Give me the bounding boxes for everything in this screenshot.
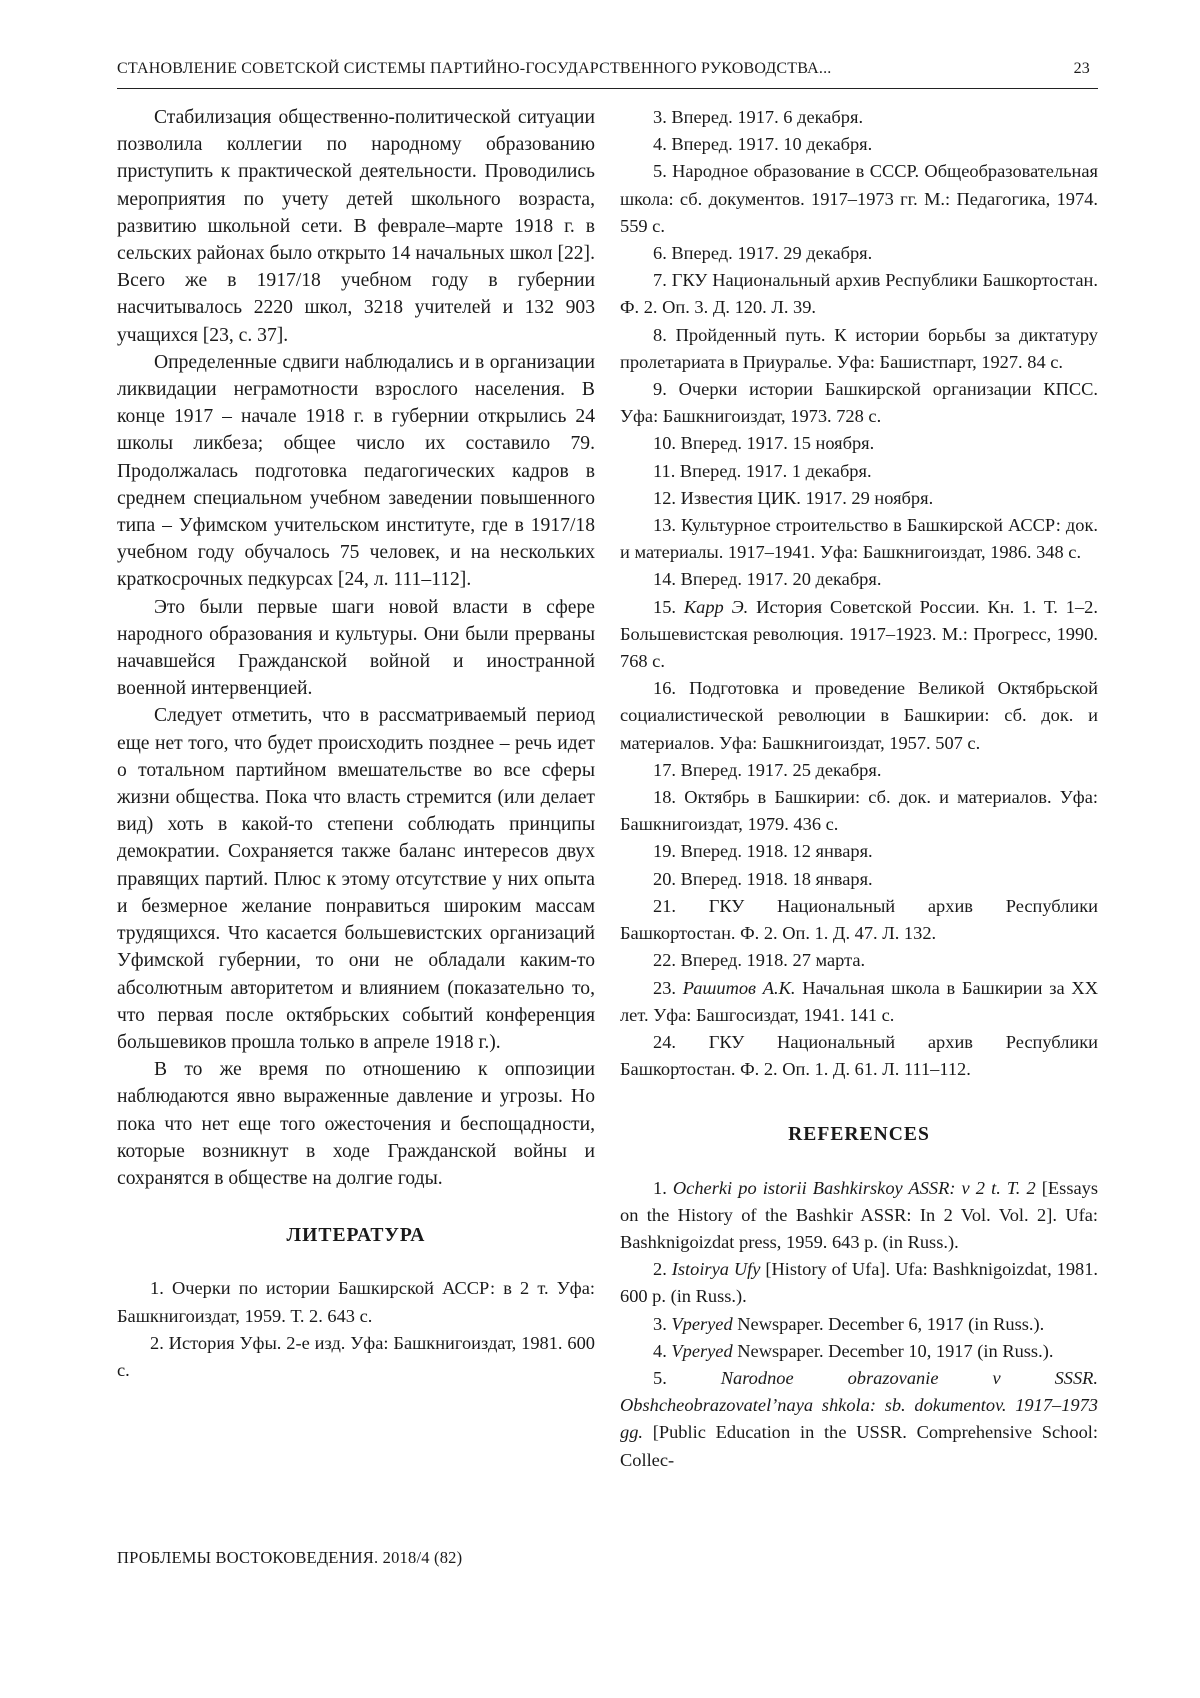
literature-item: 2. История Уфы. 2-е изд. Уфа: Башкнигоиздат, 1981. 600 с. xyxy=(117,1332,595,1380)
references-heading: REFERENCES xyxy=(788,1124,930,1146)
left-column xyxy=(117,104,595,1384)
reference-item xyxy=(620,1256,1098,1310)
body-paragraph: Определенные сдвиги наблюдались и в организации ликвидации неграмотности взрослого населения. В конце 1917 – начале 1918 г. в губернии открылись 24 школы ликбеза; общее число их составило 79. Продолжалась подготовка педагогических кадров в среднем специальном учебном заведении повышенного типа – Уфимском учительском институте, где в 1917/18 учебном году обучалось 75 человек, и на нескольких краткосрочных педкурсах [24, л. 111–112]. xyxy=(117,351,595,591)
body-paragraph: Следует отметить, что в рассматриваемый период еще нет того, что будет происходить позднее – речь идет о тотальном партийном вмешательстве во все сферы жизни общества. Пока что власть стремится (или делает вид) хоть в какой-то степени соблюдать принципы демократии. Сохраняется также баланс интересов двух правящих партий. Плюс к этому отсутствие у них опыта и безмерное желание понравиться широким массам трудящихся. Что касается большевистских организаций Уфимской губернии, то они не обладали каким-то абсолютным авторитетом и влиянием (показательно то, что первая после октябрьских событий конференция большевиков прошла только в апреле 1918 г.). xyxy=(117,705,595,1053)
literature-item xyxy=(620,975,1098,1029)
ref-number: 23. xyxy=(653,977,683,998)
ref-title: Istoirya Ufy xyxy=(671,1259,761,1280)
ref-number: 5. xyxy=(653,1367,721,1388)
literature-item: 18. Октябрь в Башкирии: сб. док. и материалов. Уфа: Башкнигоиздат, 1979. 436 с. xyxy=(620,787,1098,835)
ref-author: Рашитов А.К. xyxy=(682,977,796,998)
ref-author: Карр Э. xyxy=(683,596,749,617)
ref-text: Начальная школа в Башкирии за XX лет. Уфа: Башгосиздат, 1941. 141 с. xyxy=(620,977,1098,1025)
right-column xyxy=(620,104,1098,1474)
ref-text: Newspaper. December 10, 1917 (in Russ.). xyxy=(732,1340,1054,1361)
literature-item xyxy=(620,594,1098,676)
literature-item: 24. ГКУ Национальный архив Республики Башкортостан. Ф. 2. Оп. 1. Д. 61. Л. 111–112. xyxy=(620,1031,1098,1080)
literature-item: 20. Вперед. 1918. 18 января. xyxy=(653,868,873,889)
literature-item: 21. ГКУ Национальный архив Республики Башкортостан. Ф. 2. Оп. 1. Д. 47. Л. 132. xyxy=(620,895,1098,944)
literature-item: 11. Вперед. 1917. 1 декабря. xyxy=(653,460,872,481)
ref-number: 3. xyxy=(653,1313,672,1334)
ref-title: Ocherki po istorii Bashkirskoy ASSR: v 2 t. T. 2 xyxy=(672,1177,1036,1198)
ref-number: 2. xyxy=(653,1259,672,1280)
literature-item: 1. Очерки по истории Башкирской АССР: в 2 т. Уфа: Башкнигоиздат, 1959. Т. 2. 643 с. xyxy=(117,1278,595,1326)
literature-item: 6. Вперед. 1917. 29 декабря. xyxy=(653,243,873,264)
ref-title: Narodnoe obrazovanie v SSSR. Obshcheobrazovatel’naya shkola: sb. dokumentov. 1917–1973 gg. xyxy=(620,1367,1098,1443)
page-number: 23 xyxy=(1073,60,1090,77)
ref-text: [History of Ufa]. Ufa: Bashknigoizdat, 1981. 600 p. (in Russ.). xyxy=(620,1259,1098,1307)
ref-number: 4. xyxy=(653,1340,672,1361)
ref-number: 15. xyxy=(653,596,684,617)
ref-text: [Essays on the History of the Bashkir ASSR: In 2 Vol. Vol. 2]. Ufa: Bashknigoizdat press, 1959. 643 p. (in Russ.). xyxy=(620,1177,1098,1252)
reference-item xyxy=(620,1311,1098,1338)
literature-item: 19. Вперед. 1918. 12 января. xyxy=(653,841,873,862)
running-title: СТАНОВЛЕНИЕ СОВЕТСКОЙ СИСТЕМЫ ПАРТИЙНО-ГОСУДАРСТВЕННОГО РУКОВОДСТВА... xyxy=(117,60,832,77)
body-paragraph: Стабилизация общественно-политической ситуации позволила коллегии по народному образованию приступить к практической деятельности. Проводились мероприятия по учету детей школьного возраста, развитию школьной сети. В феврале–марте 1918 г. в сельских районах было открыто 14 начальных школ [22]. Всего же в 1917/18 учебном году в губернии насчитывалось 2220 школ, 3218 учителей и 132 903 учащихся [23, с. 37]. xyxy=(117,107,595,346)
literature-item: 3. Вперед. 1917. 6 декабря. xyxy=(653,107,864,127)
ref-text: История Советской России. Кн. 1. Т. 1–2. Большевистская революция. 1917–1923. М.: Прогресс, 1990. 768 с. xyxy=(620,596,1098,672)
body-paragraph: Это были первые шаги новой власти в сфере народного образования и культуры. Они были прерваны начавшейся Гражданской войной и иностранной военной интервенцией. xyxy=(117,596,595,700)
literature-item: 13. Культурное строительство в Башкирской АССР: док. и материалы. 1917–1941. Уфа: Башкнигоиздат, 1986. 348 с. xyxy=(620,515,1098,563)
literature-item: 16. Подготовка и проведение Великой Октябрьской социалистической революции в Башкирии: сб. док. и материалов. Уфа: Башкнигоиздат, 1957. 507 с. xyxy=(620,678,1098,753)
literature-item: 22. Вперед. 1918. 27 марта. xyxy=(653,950,866,971)
reference-item xyxy=(620,1365,1098,1474)
reference-item xyxy=(620,1338,1098,1365)
ref-text: [Public Education in the USSR. Comprehensive School: Collec- xyxy=(620,1422,1098,1470)
literature-item: 12. Известия ЦИК. 1917. 29 ноября. xyxy=(653,487,934,508)
literature-item: 5. Народное образование в СССР. Общеобразовательная школа: сб. документов. 1917–1973 гг. М.: Педагогика, 1974. 559 с. xyxy=(620,161,1098,236)
running-header xyxy=(117,58,1098,89)
literature-item: 7. ГКУ Национальный архив Республики Башкортостан. Ф. 2. Оп. 3. Д. 120. Л. 39. xyxy=(620,270,1098,318)
literature-item: 14. Вперед. 1917. 20 декабря. xyxy=(653,569,882,590)
running-footer: ПРОБЛЕМЫ ВОСТОКОВЕДЕНИЯ. 2018/4 (82) xyxy=(117,1548,463,1567)
literature-item: 8. Пройденный путь. К истории борьбы за диктатуру пролетариата в Приуралье. Уфа: Башистпарт, 1927. 84 с. xyxy=(620,324,1098,372)
literature-item: 17. Вперед. 1917. 25 декабря. xyxy=(653,759,882,780)
ref-title: Vperyed xyxy=(671,1340,733,1361)
ref-text: Newspaper. December 6, 1917 (in Russ.). xyxy=(732,1313,1045,1334)
literature-item: 10. Вперед. 1917. 15 ноября. xyxy=(653,433,875,454)
ref-title: Vperyed xyxy=(671,1313,733,1334)
literature-heading: ЛИТЕРАТУРА xyxy=(286,1225,426,1247)
literature-item: 4. Вперед. 1917. 10 декабря. xyxy=(653,134,873,155)
body-paragraph: В то же время по отношению к оппозиции наблюдаются явно выраженные давление и угрозы. Но пока что нет еще того ожесточения и беспощадности, которые возникнут в ходе Гражданской войны и сохранятся в обществе на долгие годы. xyxy=(117,1059,595,1189)
ref-number: 1. xyxy=(653,1177,673,1198)
reference-item xyxy=(620,1175,1098,1257)
literature-item: 9. Очерки истории Башкирской организации КПСС. Уфа: Башкнигоиздат, 1973. 728 с. xyxy=(620,379,1098,427)
